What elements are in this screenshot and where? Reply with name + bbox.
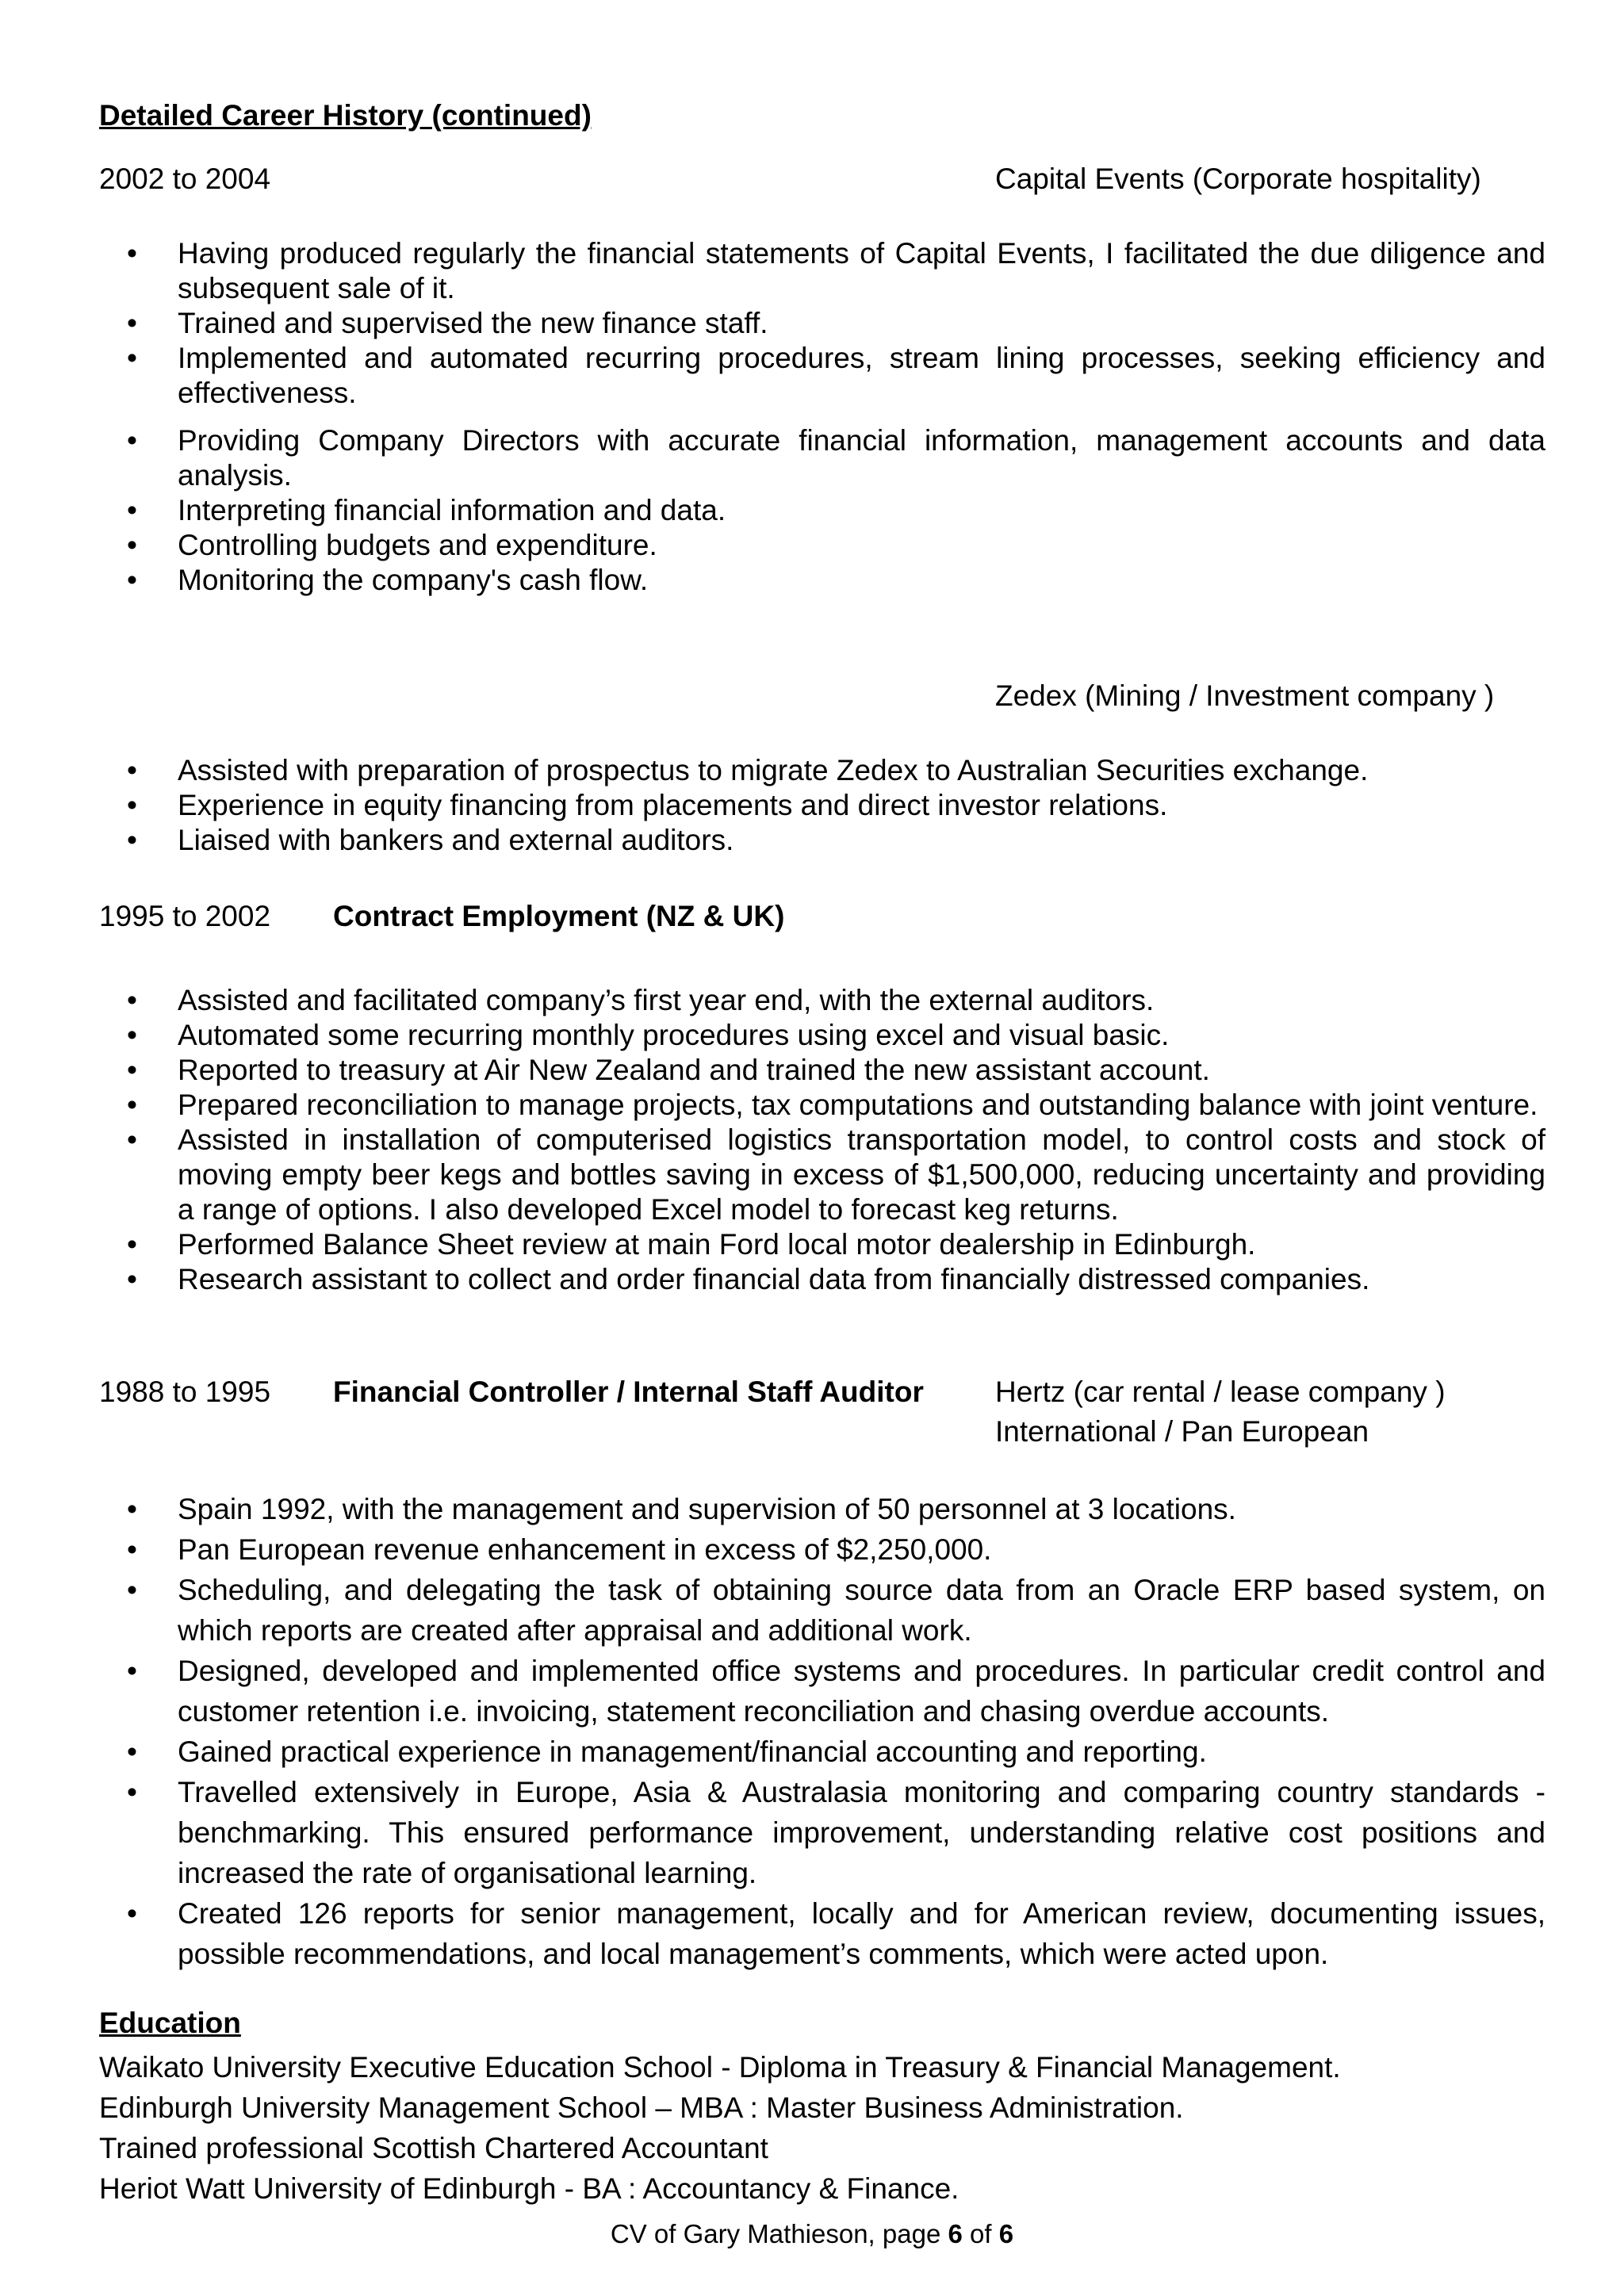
list-item: • Assisted and facilitated company’s first year end, with the external auditors. [0,983,1545,1018]
job-role: Financial Controller / Internal Staff Auditor [333,1376,924,1408]
job-header-contract-employment [99,899,1542,934]
job-date: 2002 to 2004 [99,163,271,195]
list-item: • Spain 1992, with the management and supervision of 50 personnel at 3 locations. [0,1489,1545,1529]
education-item: Edinburgh University Management School – MBA : Master Business Administration. [99,2091,1184,2124]
list-item: • Gained practical experience in management/financial accounting and reporting. [0,1732,1545,1772]
list-item: • Assisted with preparation of prospectus to migrate Zedex to Australian Securities exchange. [0,753,1545,788]
footer-page-total: 6 [998,2219,1014,2248]
job-header-capital-events [99,162,1542,197]
job-bullets-zedex [0,753,1624,858]
job-date: 1988 to 1995 [99,1376,271,1408]
education-item: Waikato University Executive Education School - Diploma in Treasury & Financial Management. [99,2051,1341,2084]
list-item: • Designed, developed and implemented office systems and procedures. In particular credit control and customer retention i.e. invoicing, statement reconciliation and chasing overdue accounts. [0,1651,1545,1732]
list-item: • Prepared reconciliation to manage projects, tax computations and outstanding balance with joint venture. [0,1088,1545,1123]
job-bullets-capital-events [0,236,1624,598]
list-item: • Interpreting financial information and data. [0,493,1545,528]
footer-prefix: CV of Gary Mathieson, page [610,2219,948,2248]
list-item: • Created 126 reports for senior management, locally and for American review, documenting issues, possible recommendations, and local management’s comments, which were acted upon. [0,1893,1545,1974]
section-title-education: Education [99,2007,241,2039]
list-item: • Performed Balance Sheet review at main Ford local motor dealership in Edinburgh. [0,1227,1545,1262]
job-header-zedex [99,679,1542,714]
education-list [99,2047,1341,2209]
job-date: 1995 to 2002 [99,900,271,932]
list-item: • Scheduling, and delegating the task of obtaining source data from an Oracle ERP based system, on which reports are created after appraisal and additional work. [0,1570,1545,1651]
job-company: Zedex (Mining / Investment company ) [995,679,1495,712]
job-role: Contract Employment (NZ & UK) [333,900,785,932]
list-item: • Controlling budgets and expenditure. [0,528,1545,563]
job-header-hertz [99,1375,1542,1448]
list-item: • Reported to treasury at Air New Zealand and trained the new assistant account. [0,1053,1545,1088]
job-company: Capital Events (Corporate hospitality) [995,163,1481,195]
section-title-career-history: Detailed Career History (continued) [99,99,592,132]
job-company: Hertz (car rental / lease company ) [995,1376,1446,1408]
job-bullets-hertz [0,1489,1624,1974]
list-item: • Having produced regularly the financial statements of Capital Events, I facilitated the due diligence and subsequent sale of it. [0,236,1545,306]
education-item: Heriot Watt University of Edinburgh - BA : Accountancy & Finance. [99,2172,959,2205]
footer-page-number: 6 [948,2219,963,2248]
list-item: • Automated some recurring monthly procedures using excel and visual basic. [0,1018,1545,1053]
list-item: • Implemented and automated recurring procedures, stream lining processes, seeking efficiency and effectiveness. [0,341,1545,411]
list-item: • Trained and supervised the new finance staff. [0,306,1545,341]
list-item: • Pan European revenue enhancement in excess of $2,250,000. [0,1529,1545,1570]
list-item: • Liaised with bankers and external auditors. [0,823,1545,858]
page-footer [0,2218,1624,2250]
education-item: Trained professional Scottish Chartered Accountant [99,2132,768,2164]
list-item: • Travelled extensively in Europe, Asia & Australasia monitoring and comparing country standards - benchmarking. This ensured performance improvement, understanding relative cost positions and increased the rate of organisational learning. [0,1772,1545,1893]
job-company-line2: International / Pan European [995,1415,1369,1448]
job-bullets-contract-employment [0,983,1624,1297]
list-item: • Experience in equity financing from placements and direct investor relations. [0,788,1545,823]
list-item: • Providing Company Directors with accurate financial information, management accounts and data analysis. [0,423,1545,493]
footer-of: of [962,2219,999,2248]
list-item: • Assisted in installation of computerised logistics transportation model, to control costs and stock of moving empty beer kegs and bottles saving in excess of $1,500,000, reducing uncertainty and providing a range of options. I also developed Excel model to forecast keg returns. [0,1123,1545,1227]
list-item: • Research assistant to collect and order financial data from financially distressed companies. [0,1262,1545,1297]
list-item: • Monitoring the company's cash flow. [0,563,1545,598]
